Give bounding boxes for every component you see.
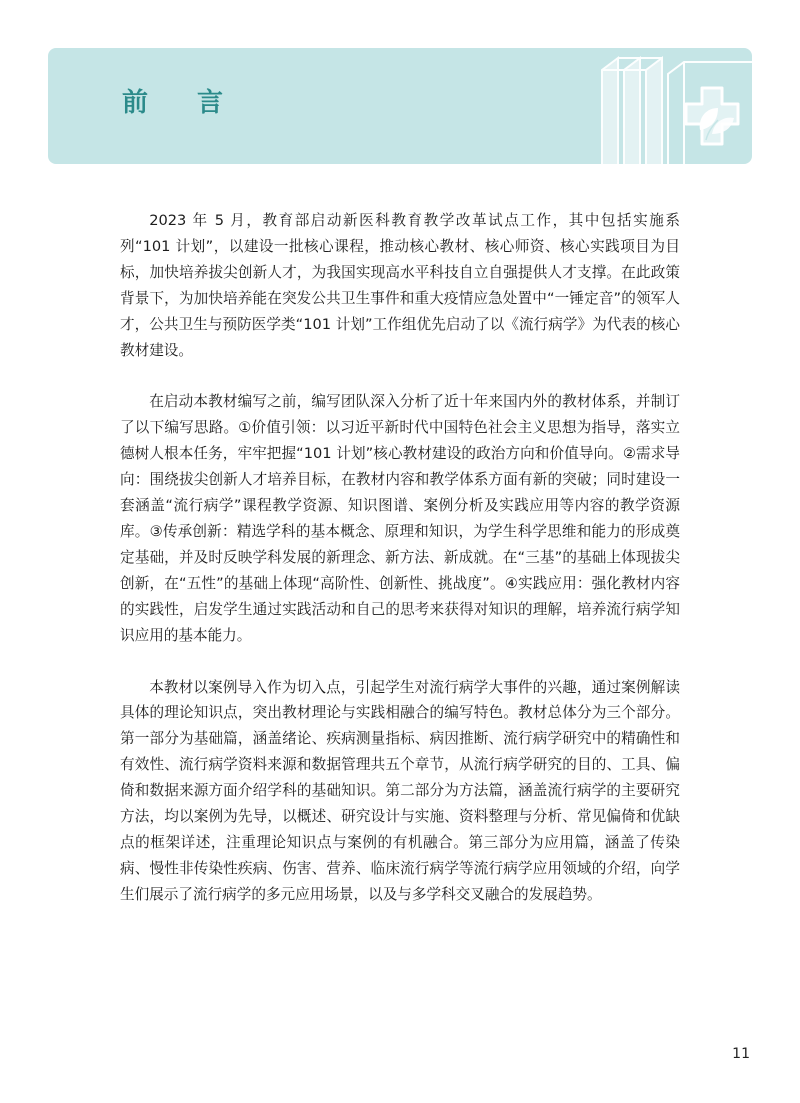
paragraph: 本教材以案例导入作为切入点，引起学生对流行病学大事件的兴趣，通过案例解读具体的理论知识点，突出教材理论与实践相融合的编写特色。教材总体分为三个部分。第一部分为基础篇，涵盖绪论、疾病测量指标、病因推断、流行病学研究中的精确性和有效性、流行病学资料来源和数据管理共五个章节，从流行病学研究的目的、工具、偏倚和数据来源方面介绍学科的基础知识。第二部分为方法篇，涵盖流行病学的主要研究方法，均以案例为先导，以概述、研究设计与实施、资料整理与分析、常见偏倚和优缺点的框架详述，注重理论知识点与案例的有机融合。第三部分为应用篇，涵盖了传染病、慢性非传染性疾病、伤害、营养、临床流行病学等流行病学应用领域的介绍，向学生们展示了流行病学的多元应用场景，以及与多学科交叉融合的发展趋势。: [120, 678, 680, 903]
page-title: 前 言: [122, 88, 244, 118]
chapter-header-banner: [48, 48, 752, 164]
book-pages-icon: [572, 48, 752, 164]
page-number: 11: [732, 1046, 750, 1062]
preface-body: [120, 208, 680, 934]
paragraph: 在启动本教材编写之前，编写团队深入分析了近十年来国内外的教材体系，并制订了以下编写思路。①价值引领：以习近平新时代中国特色社会主义思想为指导，落实立德树人根本任务，牢牢把握“101 计划”核心教材建设的政治方向和价值导向。②需求导向：围绕拔尖创新人才培养目标，在教材内容和教学体系方面有新的突破；同时建设一套涵盖“流行病学”课程教学资源、知识图谱、案例分析及实践应用等内容的教学资源库。③传承创新：精选学科的基本概念、原理和知识，为学生科学思维和能力的形成奠定基础，并及时反映学科发展的新理念、新方法、新成就。在“三基”的基础上体现拔尖创新，在“五性”的基础上体现“高阶性、创新性、挑战度”。④实践应用：强化教材内容的实践性，启发学生通过实践活动和自己的思考来获得对知识的理解，培养流行病学知识应用的基本能力。: [120, 393, 680, 644]
paragraph: 2023 年 5 月，教育部启动新医科教育教学改革试点工作，其中包括实施系列“101 计划”，以建设一批核心课程，推动核心教材、核心师资、核心实践项目为目标，加快培养拔尖创新人才，为我国实现高水平科技自立自强提供人才支撑。在此政策背景下，为加快培养能在突发公共卫生事件和重大疫情应急处置中“一锤定音”的领军人才，公共卫生与预防医学类“101 计划”工作组优先启动了以《流行病学》为代表的核心教材建设。: [120, 212, 680, 359]
medical-cross-leaf-icon: [686, 88, 738, 144]
